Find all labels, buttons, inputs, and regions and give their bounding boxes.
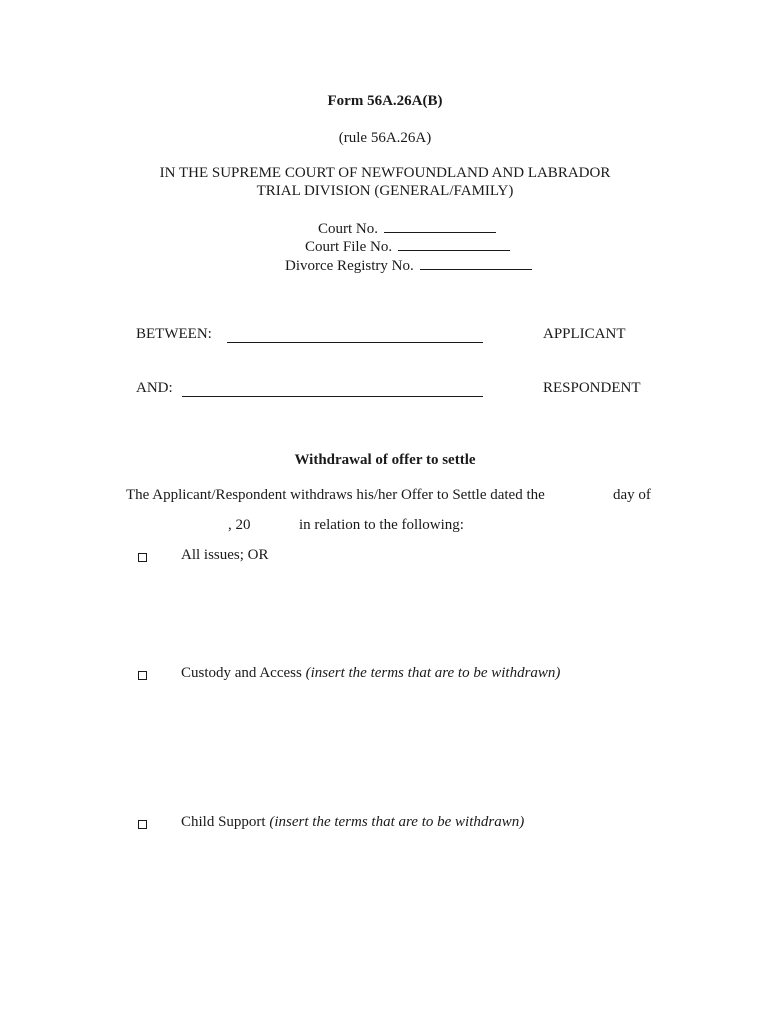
court-file-no-field[interactable]	[398, 237, 510, 251]
year-prefix: , 20	[228, 517, 251, 533]
custody-access-label: Custody and Access	[181, 665, 302, 681]
applicant-label: APPLICANT	[543, 326, 626, 342]
custody-access-line	[181, 665, 560, 682]
court-no-field[interactable]	[384, 219, 496, 233]
divorce-registry-no-field[interactable]	[420, 256, 532, 270]
relation-text: in relation to the following:	[299, 517, 464, 533]
divorce-registry-no-label: Divorce Registry No.	[285, 258, 414, 274]
custody-access-checkbox[interactable]	[138, 671, 147, 680]
applicant-name-field[interactable]	[227, 342, 483, 343]
all-issues-checkbox[interactable]	[138, 553, 147, 562]
and-label: AND:	[136, 380, 173, 396]
custody-access-note: (insert the terms that are to be withdrawn)	[305, 665, 561, 681]
day-of-label: day of	[613, 487, 651, 503]
court-file-no-line	[305, 237, 510, 256]
between-label: BETWEEN:	[136, 326, 212, 342]
form-number: Form 56A.26A(B)	[327, 93, 443, 109]
court-no-line	[318, 219, 496, 238]
document-title: Withdrawal of offer to settle	[294, 452, 476, 468]
child-support-label: Child Support	[181, 814, 266, 830]
rule-reference: (rule 56A.26A)	[338, 130, 432, 146]
divorce-registry-no-line	[285, 256, 532, 275]
respondent-label: RESPONDENT	[543, 380, 641, 396]
respondent-name-field[interactable]	[182, 396, 483, 397]
child-support-checkbox[interactable]	[138, 820, 147, 829]
court-division: TRIAL DIVISION (GENERAL/FAMILY)	[256, 183, 514, 199]
withdrawal-statement: The Applicant/Respondent withdraws his/her Offer to Settle dated the	[126, 487, 545, 503]
court-no-label: Court No.	[318, 221, 378, 237]
child-support-note: (insert the terms that are to be withdrawn)	[269, 814, 525, 830]
court-name: IN THE SUPREME COURT OF NEWFOUNDLAND AND LABRADOR	[159, 165, 611, 181]
child-support-line	[181, 814, 524, 831]
all-issues-label: All issues; OR	[181, 547, 269, 563]
court-file-no-label: Court File No.	[305, 239, 393, 255]
